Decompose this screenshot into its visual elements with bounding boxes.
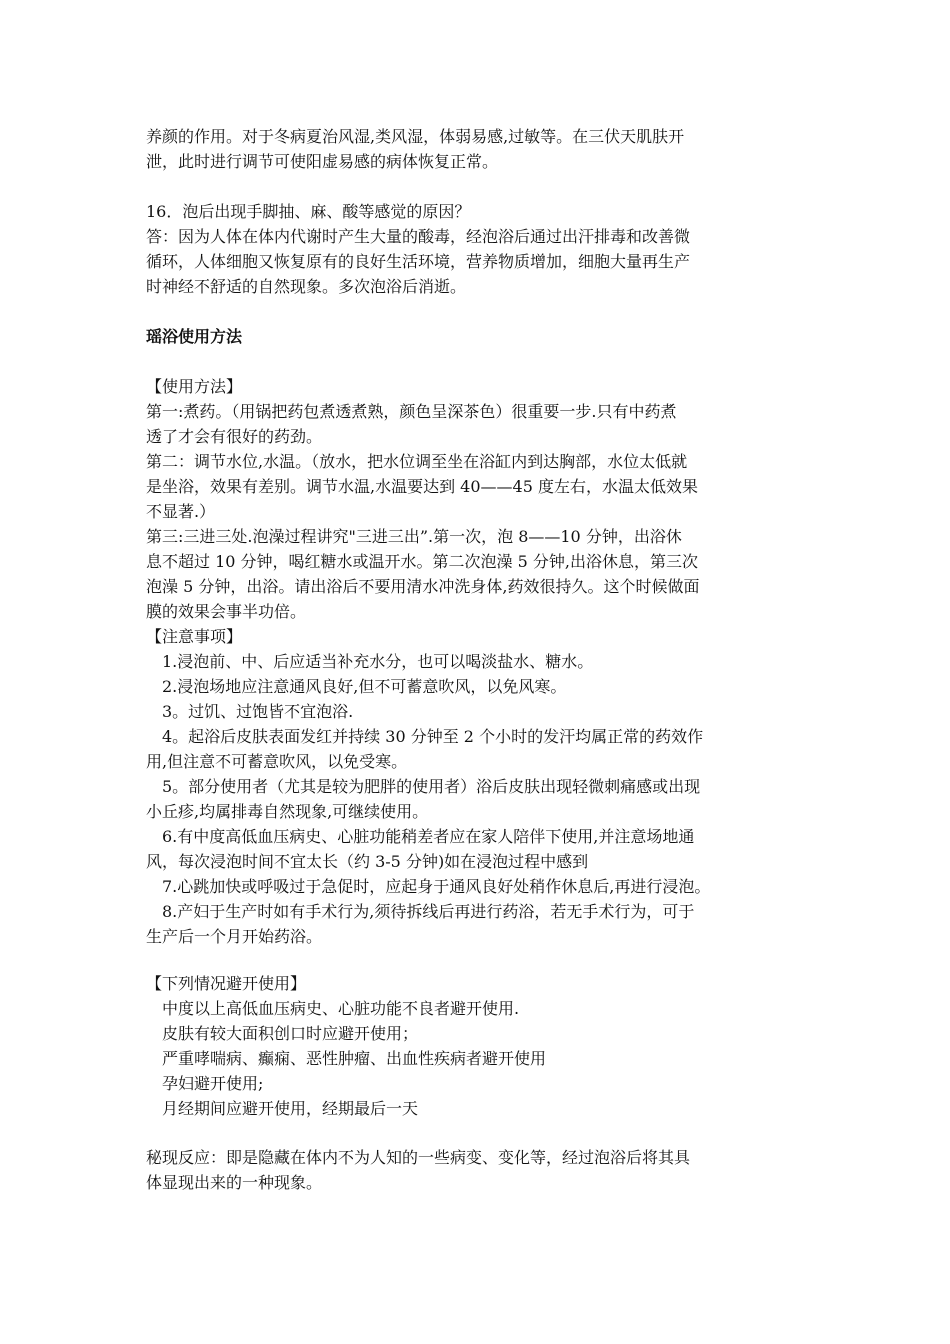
usage-line: 膜的效果会事半功倍。 bbox=[146, 602, 307, 621]
hidden-reaction-line: 秘现反应：即是隐藏在体内不为人知的一些病变、变化等，经过泡浴后将其具 bbox=[146, 1148, 691, 1167]
q16-answer-line: 时神经不舒适的自然现象。多次泡浴后消逝。 bbox=[146, 277, 467, 296]
q16-answer-line: 答：因为人体在体内代谢时产生大量的酸毒，经泡浴后通过出汗排毒和改善微 bbox=[146, 227, 691, 246]
section-title: 瑶浴使用方法 bbox=[146, 327, 243, 346]
note-item: 7.心跳加快或呼吸过于急促时，应起身于通风良好处稍作休息后,再进行浸泡。 bbox=[162, 877, 711, 896]
hidden-reaction-paragraph bbox=[146, 1145, 826, 1195]
avoid-section bbox=[146, 971, 826, 1121]
notes-header: 【注意事项】 bbox=[146, 627, 243, 646]
avoid-item: 皮肤有较大面积创口时应避开使用； bbox=[162, 1024, 419, 1043]
intro-line: 养颜的作用。对于冬病夏治风湿,类风湿，体弱易感,过敏等。在三伏天肌肤开 bbox=[146, 127, 685, 146]
hidden-reaction-line: 体显现出来的一种现象。 bbox=[146, 1173, 323, 1192]
q16-answer-line: 循环，人体细胞又恢复原有的良好生活环境，营养物质增加，细胞大量再生产 bbox=[146, 252, 691, 271]
usage-line: 泡澡 5 分钟，出浴。请出浴后不要用清水冲洗身体,药效很持久。这个时候做面 bbox=[146, 577, 700, 596]
usage-section bbox=[146, 374, 826, 949]
note-item: 4。起浴后皮肤表面发红并持续 30 分钟至 2 个小时的发汗均属正常的药效作 bbox=[162, 727, 704, 746]
note-item-continuation: 生产后一个月开始药浴。 bbox=[146, 927, 323, 946]
intro-line: 泄，此时进行调节可使阳虚易感的病体恢复正常。 bbox=[146, 152, 499, 171]
usage-header: 【使用方法】 bbox=[146, 377, 243, 396]
note-item-continuation: 用,但注意不可蓄意吹风，以免受寒。 bbox=[146, 752, 408, 771]
note-item: 6.有中度高低血压病史、心脏功能稍差者应在家人陪伴下使用,并注意场地通 bbox=[162, 827, 695, 846]
note-item: 3。过饥、过饱皆不宜泡浴. bbox=[162, 702, 354, 721]
usage-line: 息不超过 10 分钟，喝红糖水或温开水。第二次泡澡 5 分钟,出浴休息，第三次 bbox=[146, 552, 698, 571]
note-item: 1.浸泡前、中、后应适当补充水分，也可以喝淡盐水、糖水。 bbox=[162, 652, 594, 671]
avoid-header: 【下列情况避开使用】 bbox=[146, 974, 307, 993]
usage-line: 是坐浴，效果有差别。调节水温,水温要达到 40——45 度左右，水温太低效果 bbox=[146, 477, 698, 496]
note-item-continuation: 小丘疹,均属排毒自然现象,可继续使用。 bbox=[146, 802, 429, 821]
note-item: 8.产妇于生产时如有手术行为,须待拆线后再进行药浴，若无手术行为，可于 bbox=[162, 902, 695, 921]
avoid-item: 严重哮喘病、癫痫、恶性肿瘤、出血性疾病者避开使用 bbox=[162, 1049, 547, 1068]
intro-paragraph bbox=[146, 124, 826, 174]
note-item-continuation: 风，每次浸泡时间不宜太长（约 3-5 分钟)如在浸泡过程中感到 bbox=[146, 852, 589, 871]
usage-line: 第一:煮药。（用锅把药包煮透煮熟，颜色呈深茶色）很重要一步.只有中药煮 bbox=[146, 402, 677, 421]
usage-line: 透了才会有很好的药劲。 bbox=[146, 427, 323, 446]
usage-line: 不显著.） bbox=[146, 502, 216, 521]
avoid-item: 孕妇避开使用; bbox=[162, 1074, 264, 1093]
usage-line: 第三:三进三处.泡澡过程讲究"三进三出”.第一次，泡 8——10 分钟，出浴休 bbox=[146, 527, 682, 546]
note-item: 5。部分使用者（尤其是较为肥胖的使用者）浴后皮肤出现轻微刺痛感或出现 bbox=[162, 777, 701, 796]
note-item: 2.浸泡场地应注意通风良好,但不可蓄意吹风，以免风寒。 bbox=[162, 677, 567, 696]
q16-block bbox=[146, 199, 826, 299]
avoid-item: 中度以上高低血压病史、心脏功能不良者避开使用. bbox=[162, 999, 520, 1018]
usage-line: 第二：调节水位,水温。（放水，把水位调至坐在浴缸内到达胸部，水位太低就 bbox=[146, 452, 688, 471]
avoid-item: 月经期间应避开使用，经期最后一天 bbox=[162, 1099, 419, 1118]
q16-question: 16．泡后出现手脚抽、麻、酸等感觉的原因？ bbox=[146, 202, 471, 221]
